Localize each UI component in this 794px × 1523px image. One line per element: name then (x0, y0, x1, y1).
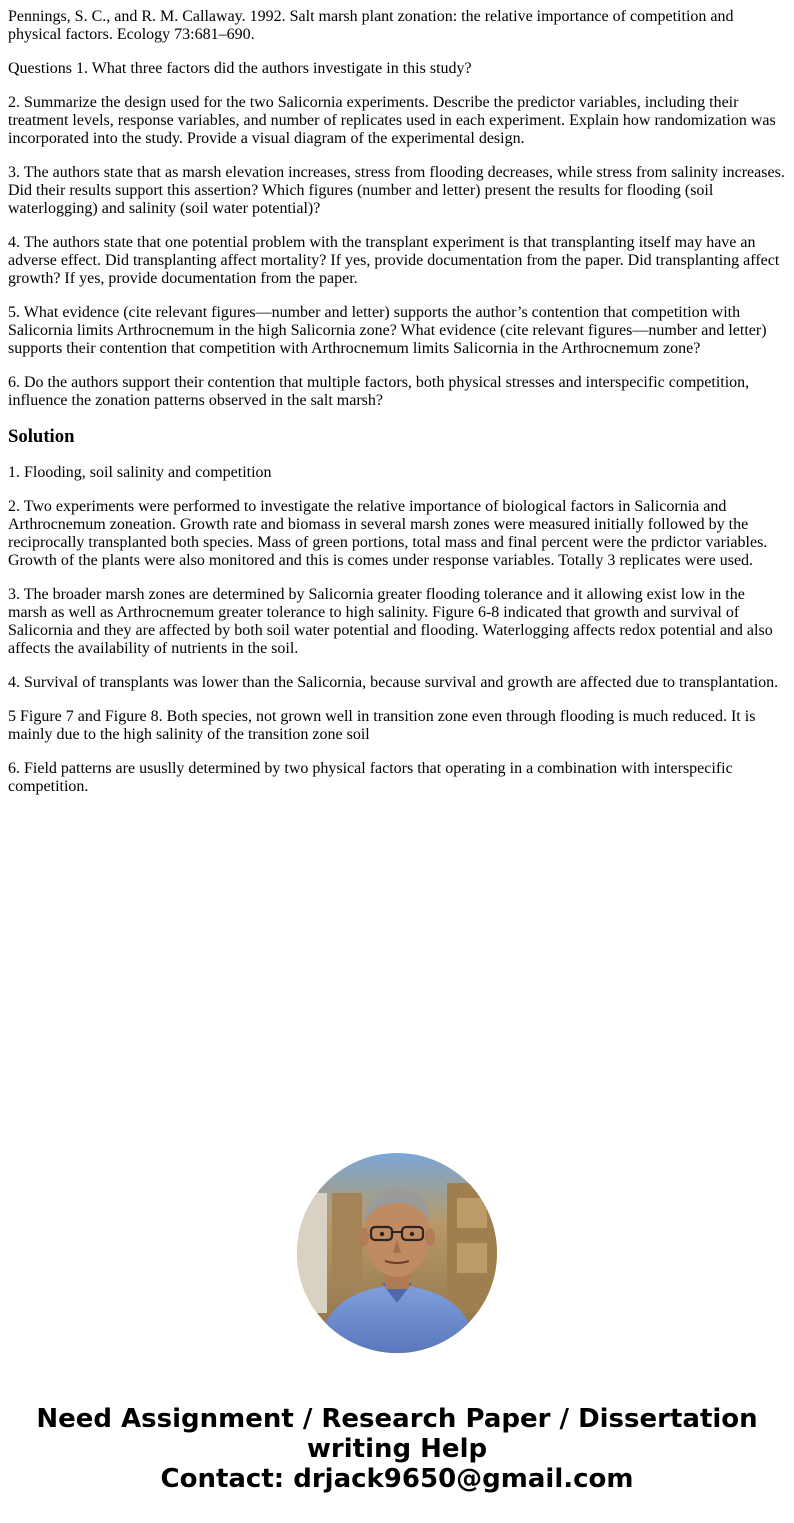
answer-5: 5 Figure 7 and Figure 8. Both species, not grown well in transition zone even through flooding is much reduced. It is mainly due to the high salinity of the transition zone soil (8, 708, 756, 743)
document-body (8, 8, 786, 812)
answer-1: 1. Flooding, soil salinity and competition (8, 464, 272, 481)
author-avatar (297, 1153, 497, 1353)
portrait-image (297, 1153, 497, 1353)
answer-6: 6. Field patterns are ususlly determined by two physical factors that operating in a combination with interspecific competition. (8, 760, 733, 795)
promo-line-2: writing Help (306, 1434, 488, 1464)
answer-4: 4. Survival of transplants was lower than the Salicornia, because survival and growth are affected due to transplantation. (8, 674, 779, 691)
question-3: 3. The authors state that as marsh elevation increases, stress from flooding decreases, while stress from salinity increases. Did their results support this assertion? Which figures (number and letter) present the results for flooding (soil waterlogging) and salinity (soil water potential)? (8, 164, 785, 217)
answer-3: 3. The broader marsh zones are determined by Salicornia greater flooding tolerance and it allowing exist low in the marsh as well as Arthrocnemum greater tolerance to high salinity. Figure 6-8 indicated that growth and survival of Salicornia and they are affected by both soil water potential and flooding. Waterlogging affects redox potential and also affects the availability of nutrients in the soil. (8, 586, 773, 657)
citation: Pennings, S. C., and R. M. Callaway. 1992. Salt marsh plant zonation: the relative importance of competition and physical factors. Ecology 73:681–690. (8, 8, 734, 43)
solution-heading: Solution (8, 426, 75, 447)
question-5: 5. What evidence (cite relevant figures—number and letter) supports the author’s contention that competition with Salicornia limits Arthrocnemum in the high Salicornia zone? What evidence (cite relevant figures—number and letter) supports their contention that competition with Arthrocnemum limits Salicornia in the Arthrocnemum zone? (8, 304, 767, 357)
question-1: Questions 1. What three factors did the authors investigate in this study? (8, 60, 472, 77)
promo-contact: Contact: drjack9650@gmail.com (160, 1464, 634, 1494)
answer-2: 2. Two experiments were performed to investigate the relative importance of biological factors in Salicornia and Arthrocnemum zoneation. Growth rate and biomass in several marsh zones were measured initially followed by the reciprocally transplanted both species. Mass of green portions, total mass and final percent were the prdictor variables. Growth of the plants were also monitored and this is comes under response variables. Totally 3 replicates were used. (8, 498, 768, 569)
promo-line-1: Need Assignment / Research Paper / Dissertation (36, 1404, 758, 1434)
question-4: 4. The authors state that one potential problem with the transplant experiment is that transplanting itself may have an adverse effect. Did transplanting affect mortality? If yes, provide documentation from the paper. Did transplanting affect growth? If yes, provide documentation from the paper. (8, 234, 780, 287)
question-2: 2. Summarize the design used for the two Salicornia experiments. Describe the predictor variables, including their treatment levels, response variables, and number of replicates used in each experiment. Explain how randomization was incorporated into the study. Provide a visual diagram of the experimental design. (8, 94, 776, 147)
question-6: 6. Do the authors support their contention that multiple factors, both physical stresses and interspecific competition, influence the zonation patterns observed in the salt marsh? (8, 374, 750, 409)
promo-banner (0, 1404, 794, 1494)
